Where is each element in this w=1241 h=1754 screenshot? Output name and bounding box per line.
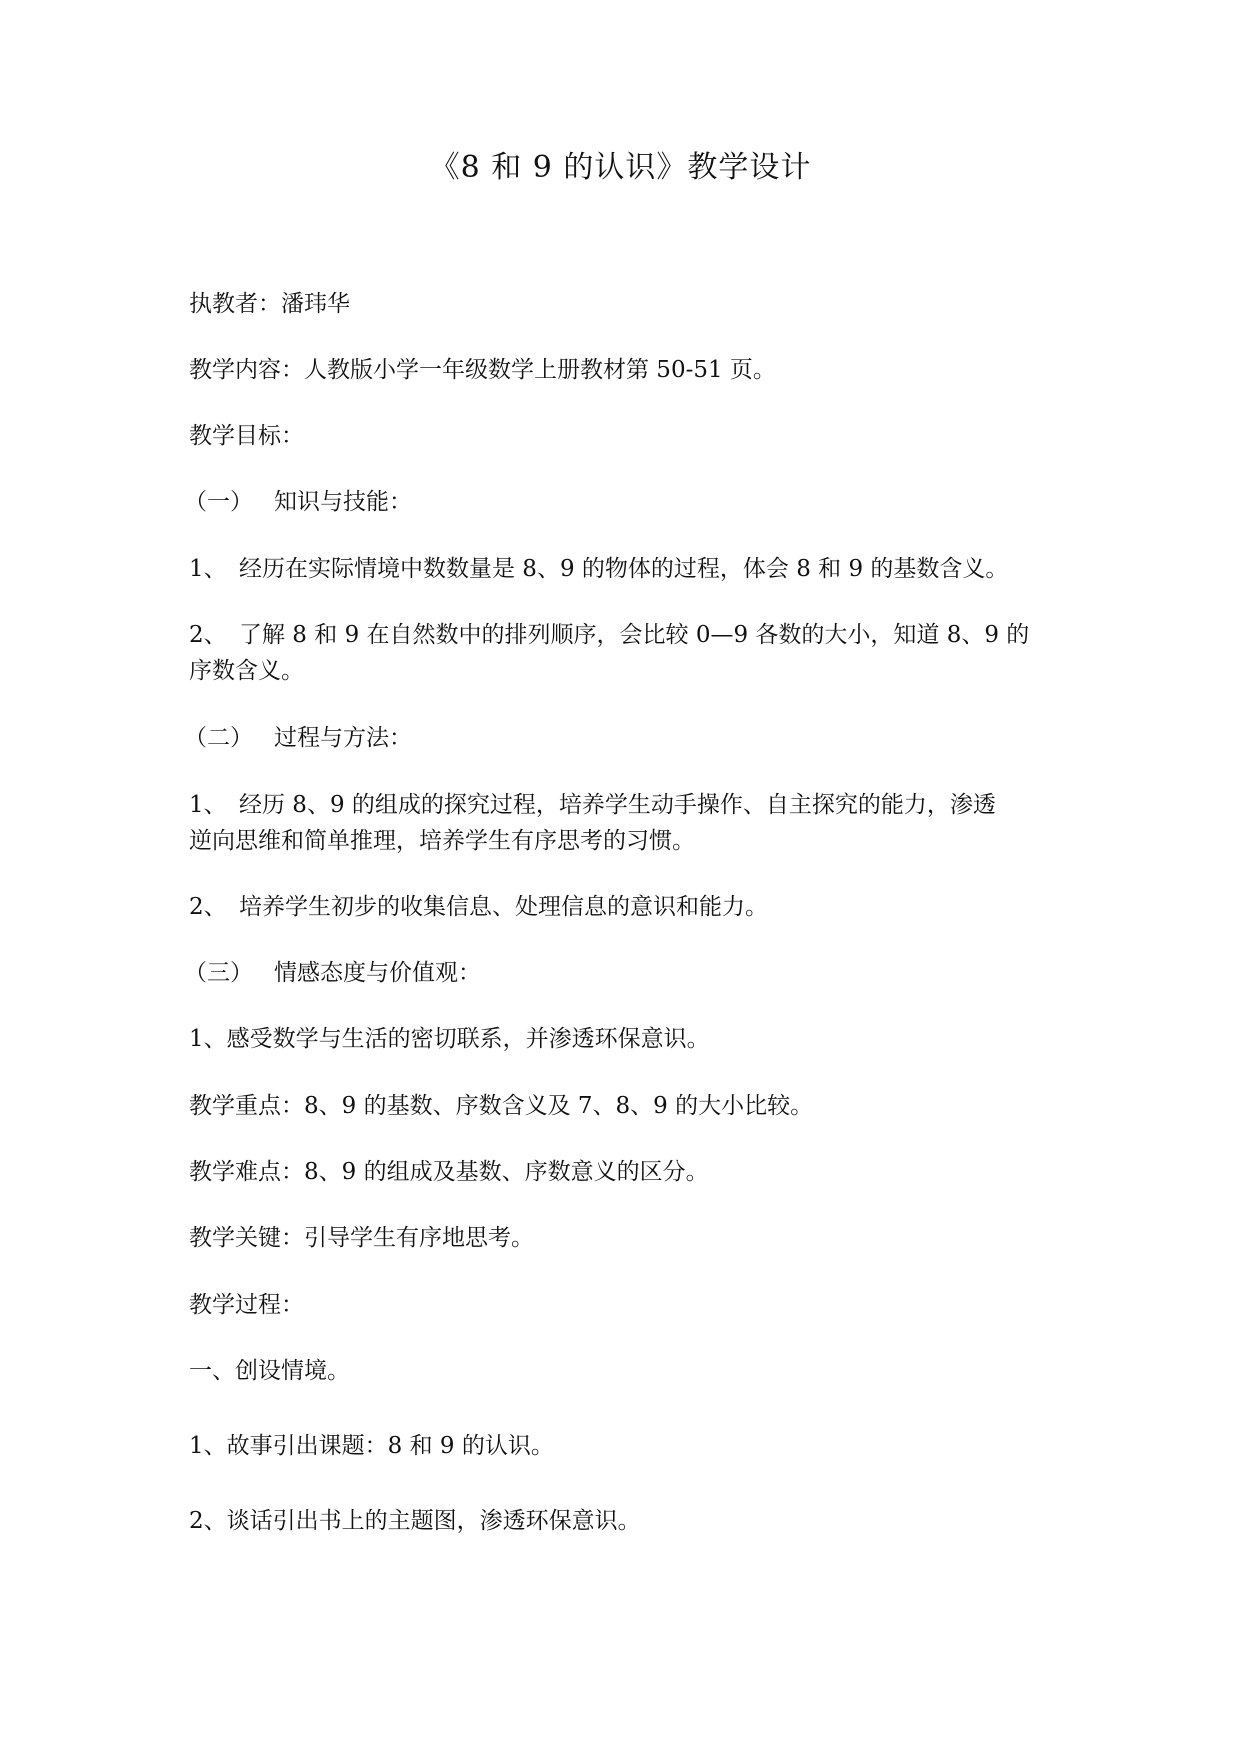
item-text: 经历 8、9 的组成的探究过程，培养学生动手操作、自主探究的能力，渗透 bbox=[239, 792, 996, 818]
section-number: （一） bbox=[184, 489, 253, 515]
section-heading-2 bbox=[184, 720, 1064, 756]
item-number: 2、 bbox=[189, 622, 227, 648]
section-label: 情感态度与价值观： bbox=[274, 960, 481, 986]
teacher-line: 执教者：潘玮华 bbox=[189, 291, 350, 317]
list-item bbox=[189, 889, 1069, 925]
page-title: 《8 和 9 的认识》教学设计 bbox=[429, 150, 812, 185]
list-item: 2、谈话引出书上的主题图，渗透环保意识。 bbox=[189, 1508, 641, 1534]
section-number: （三） bbox=[184, 960, 253, 986]
list-item bbox=[189, 787, 1069, 823]
list-item-continuation: 逆向思维和简单推理，培养学生有序思考的习惯。 bbox=[189, 828, 695, 854]
item-text: 了解 8 和 9 在自然数中的排列顺序，会比较 0—9 各数的大小，知道 8、9 的 bbox=[239, 622, 1030, 648]
item-text: 培养学生初步的收集信息、处理信息的意识和能力。 bbox=[239, 894, 768, 920]
step-heading: 一、创设情境。 bbox=[189, 1358, 350, 1384]
process-heading: 教学过程： bbox=[189, 1292, 304, 1318]
list-item: 1、感受数学与生活的密切联系，并渗透环保意识。 bbox=[189, 1026, 710, 1052]
list-item bbox=[189, 617, 1069, 653]
section-label: 知识与技能： bbox=[274, 489, 412, 515]
list-item bbox=[189, 551, 1069, 587]
item-number: 2、 bbox=[189, 894, 227, 920]
section-heading-1 bbox=[184, 484, 1064, 520]
key-points-line: 教学重点：8、9 的基数、序数含义及 7、8、9 的大小比较。 bbox=[189, 1093, 814, 1119]
item-number: 1、 bbox=[189, 792, 227, 818]
content-line: 教学内容：人教版小学一年级数学上册教材第 50-51 页。 bbox=[189, 357, 776, 383]
item-text: 经历在实际情境中数数量是 8、9 的物体的过程，体会 8 和 9 的基数含义。 bbox=[239, 556, 1009, 582]
section-heading-3 bbox=[184, 955, 1064, 991]
key-line: 教学关键：引导学生有序地思考。 bbox=[189, 1225, 534, 1251]
section-number: （二） bbox=[184, 725, 253, 751]
item-number: 1、 bbox=[189, 556, 227, 582]
list-item: 1、故事引出课题：8 和 9 的认识。 bbox=[189, 1433, 554, 1459]
objectives-heading: 教学目标： bbox=[189, 423, 304, 449]
section-label: 过程与方法： bbox=[274, 725, 412, 751]
list-item-continuation: 序数含义。 bbox=[189, 658, 304, 684]
difficulty-line: 教学难点：8、9 的组成及基数、序数意义的区分。 bbox=[189, 1159, 709, 1185]
